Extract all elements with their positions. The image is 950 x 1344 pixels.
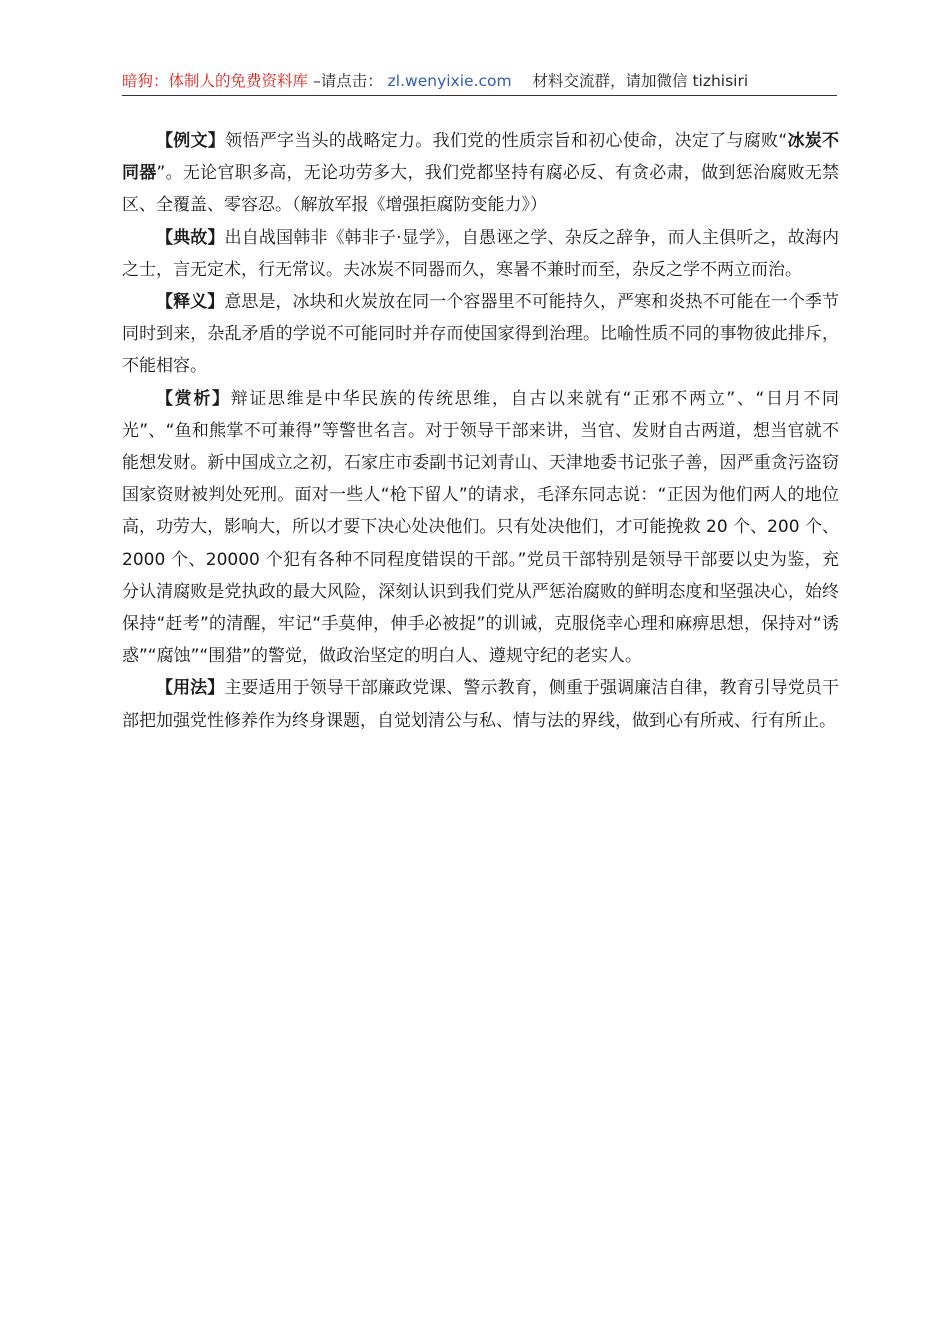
section-tag-meaning: 【释义】 bbox=[156, 292, 225, 313]
section-allusion bbox=[122, 222, 839, 286]
header-url-link[interactable]: zl.wenyixie.com bbox=[387, 72, 512, 90]
meaning-text: 意思是，冰块和火炭放在同一个容器里不可能持久，严寒和炎热不可能在一个季节同时到来，杂乱矛盾的学说不可能同时并存而使国家得到治理。比喻性质不同的事物彼此排斥，不能相容。 bbox=[122, 292, 840, 377]
section-appreciation bbox=[122, 383, 839, 673]
section-meaning bbox=[122, 286, 839, 383]
document-body bbox=[122, 125, 839, 737]
usage-text: 主要适用于领导干部廉政党课、警示教育，侧重于强调廉洁自律，教育引导党员干部把加强党性修养作为终身课题，自觉划清公与私、情与法的界线，做到心有所戒、行有所止。 bbox=[122, 678, 840, 731]
section-tag-allusion: 【典故】 bbox=[156, 227, 225, 248]
header-brand: 暗狗：体制人的免费资料库 bbox=[122, 72, 309, 90]
page-header bbox=[122, 68, 837, 94]
appreciation-text: 辩证思维是中华民族的传统思维，自古以来就有“正邪不两立”、“日月不同光”、“鱼和熊掌不可兼得”等警世名言。对于领导干部来讲，当官、发财自古两道，想当官就不能想发财。新中国成立之初，石家庄市委副书记刘青山、天津地委书记张子善，因严重贪污盗窃国家资财被判处死刑。面对一些人“枪下留人”的请求，毛泽东同志说：“正因为他们两人的地位高，功劳大，影响大，所以才要下决心处决他们。只有处决他们，才可能挽救 20 个、200 个、2000 个、20000 个犯有各种不同程度错误的干部。”党员干部特别是领导干部要以史为鉴，充分认清腐败是党执政的最大风险，深刻认识到我们党从严惩治腐败的鲜明态度和坚强决心，始终保持“赶考”的清醒，牢记“手莫伸，伸手必被捉”的训诫，克服侥幸心理和麻痹思想，保持对“诱惑”“腐蚀”“围猎”的警觉，做政治坚定的明白人、遵规守纪的老实人。 bbox=[122, 388, 840, 667]
allusion-text: 出自战国韩非《韩非子·显学》，自愚诬之学、杂反之辞争，而人主俱听之，故海内之士，言无定术，行无常议。夫冰炭不同器而久，寒暑不兼时而至，杂反之学不两立而治。 bbox=[122, 227, 839, 280]
example-text-before: 领悟严字当头的战略定力。我们党的性质宗旨和初心使命，决定了与腐败“ bbox=[225, 131, 788, 151]
header-divider bbox=[122, 95, 837, 96]
section-tag-appreciation: 【赏析】 bbox=[156, 388, 231, 409]
section-tag-usage: 【用法】 bbox=[156, 678, 225, 699]
section-example bbox=[122, 125, 839, 222]
example-bold-phrase: 冰炭不同器 bbox=[122, 131, 840, 184]
header-prompt: –请点击： bbox=[312, 72, 383, 90]
header-wechat: 材料交流群，请加微信 tizhisiri bbox=[532, 72, 749, 90]
section-tag-example: 【例文】 bbox=[156, 131, 226, 151]
example-text-after: ”。无论官职多高，无论功劳多大，我们党都坚持有腐必反、有贪必肃，做到惩治腐败无禁区、全覆盖、零容忍。（解放军报《增强拒腐防变能力》） bbox=[122, 163, 839, 216]
section-usage bbox=[122, 672, 839, 736]
